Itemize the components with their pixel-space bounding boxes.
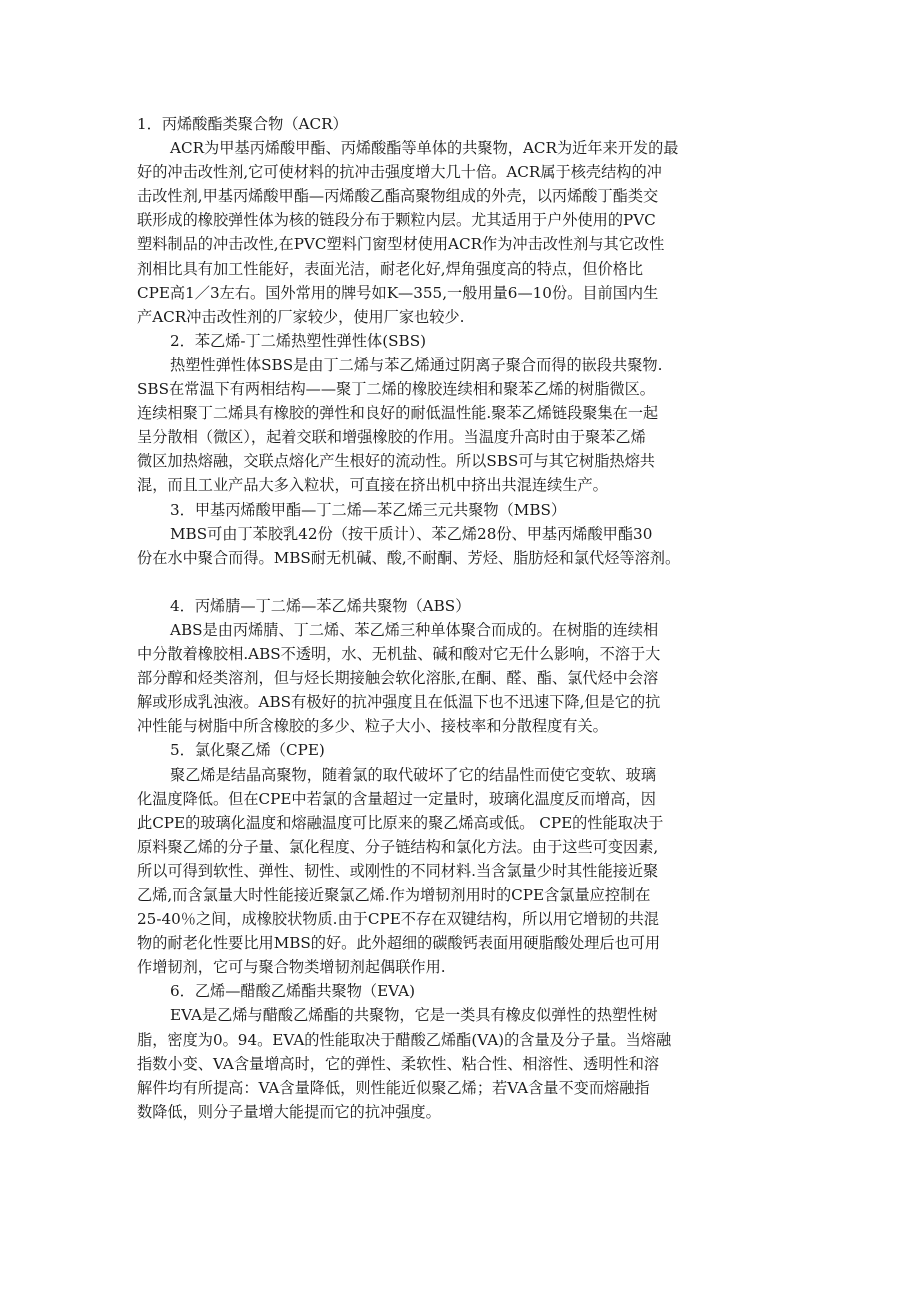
text-line: 塑料制品的冲击改性,在PVC塑料门窗型材使用ACR作为冲击改性剂与其它改性 — [137, 235, 665, 254]
text-line: 份在水中聚合而得。MBS耐无机碱、酸,不耐酮、芳烃、脂肪烃和氯代烃等溶剂。 — [137, 548, 681, 567]
text-line: 数降低，则分子量增大能提而它的抗冲强度。 — [137, 1102, 441, 1121]
text-line: 指数小变、VA含量增高时，它的弹性、柔软性、粘合性、相溶性、透明性和溶 — [137, 1054, 660, 1073]
text-line: 聚乙烯是结晶高聚物，随着氯的取代破坏了它的结晶性而使它变软、玻璃 — [170, 765, 656, 784]
document-body — [137, 112, 787, 1124]
text-line: 微区加热熔融，交联点熔化产生根好的流动性。所以SBS可与其它树脂热熔共 — [137, 452, 655, 471]
text-line: 2．苯乙烯-丁二烯热塑性弹性体(SBS) — [170, 331, 427, 350]
blank-line — [137, 570, 787, 594]
text-line: 6．乙烯—醋酸乙烯酯共聚物（EVA) — [170, 982, 416, 1001]
text-line: 物的耐老化性要比用MBS的好。此外超细的碳酸钙表面用硬脂酸处理后也可用 — [137, 934, 661, 953]
text-line: 中分散着橡胶相.ABS不透明，水、无机盐、碱和酸对它无什么影响，不溶于大 — [137, 645, 661, 664]
text-line: 此CPE的玻璃化温度和熔融温度可比原来的聚乙烯高或低。 CPE的性能取决于 — [137, 813, 664, 832]
text-line: 所以可得到软性、弹性、韧性、或刚性的不同材料.当含氯量少时其性能接近聚 — [137, 861, 659, 880]
text-line: 4．丙烯腈—丁二烯—苯乙烯共聚物（ABS） — [170, 596, 471, 615]
text-line: 热塑性弹性体SBS是由丁二烯与苯乙烯通过阴离子聚合而得的嵌段共聚物. — [170, 355, 663, 374]
text-line: 1．丙烯酸酯类聚合物（ACR） — [137, 115, 348, 133]
text-line: 原料聚乙烯的分子量、氯化程度、分子链结构和氯化方法。由于这些可变因素, — [137, 837, 659, 856]
text-line: 联形成的橡胶弹性体为核的链段分布于颗粒内层。尤其适用于户外使用的PVC — [137, 211, 656, 230]
text-line: 连续相聚丁二烯具有橡胶的弹性和良好的耐低温性能.聚苯乙烯链段聚集在一起 — [137, 404, 659, 423]
text-line: 混，而且工业产品大多入粒状，可直接在挤出机中挤出共混连续生产。 — [137, 476, 608, 495]
text-line: 作增韧剂，它可与聚合物类增韧剂起偶联作用. — [137, 958, 446, 977]
text-line: 击改性剂,甲基丙烯酸甲酯—丙烯酸乙酯高聚物组成的外壳，以丙烯酸丁酯类交 — [137, 187, 659, 206]
text-line: ABS是由丙烯腈、丁二烯、苯乙烯三种单体聚合而成的。在树脂的连续相 — [170, 620, 659, 639]
text-line: 解件均有所提高：VA含量降低，则性能近似聚乙烯；若VA含量不变而熔融指 — [137, 1078, 650, 1097]
text-line: EVA是乙烯与醋酸乙烯酯的共聚物，它是一类具有橡皮似弹性的热塑性树 — [170, 1006, 658, 1025]
text-line: 呈分散相（微区），起着交联和增强橡胶的作用。当温度升高时由于聚苯乙烯 — [137, 428, 646, 447]
text-line: 解或形成乳浊液。ABS有极好的抗冲强度且在低温下也不迅速下降,但是它的抗 — [137, 693, 661, 712]
text-line: ACR为甲基丙烯酸甲酯、丙烯酸酯等单体的共聚物，ACR为近年来开发的最 — [170, 139, 679, 158]
text-line: 乙烯,而含氯量大时性能接近聚氯乙烯.作为增韧剂用时的CPE含氯量应控制在 — [137, 886, 651, 904]
text-line: 剂相比具有加工性能好，表面光洁，耐老化好,焊角强度高的特点，但价格比 — [137, 259, 644, 278]
text-line: CPE高1／3左右。国外常用的牌号如K—355,一般用量6—10份。目前国内生 — [137, 283, 659, 302]
text-line: 冲性能与树脂中所含橡胶的多少、粒子大小、接枝率和分散程度有关。 — [137, 717, 608, 736]
text-line: 脂，密度为0。94。EVA的性能取决于醋酸乙烯酯(VA)的含量及分子量。当熔融 — [137, 1030, 672, 1049]
text-line: MBS可由丁苯胶乳42份（按干质计）、苯乙烯28份、甲基丙烯酸甲酯30 — [170, 524, 653, 543]
text-line: 部分醇和烃类溶剂，但与烃长期接触会软化溶胀,在酮、醛、酯、氯代烃中会溶 — [137, 669, 659, 688]
text-line: 25-40％之间，成橡胶状物质.由于CPE不存在双键结构，所以用它增韧的共混 — [137, 910, 659, 929]
text-line: 好的冲击改性剂,它可使材料的抗冲击强度增大几十倍。ACR属于核壳结构的冲 — [137, 163, 662, 182]
text-line: 5．氯化聚乙烯（CPE) — [170, 741, 325, 760]
text-line: SBS在常温下有两相结构——聚丁二烯的橡胶连续相和聚苯乙烯的树脂微区。 — [137, 380, 655, 399]
text-line: 3．甲基丙烯酸甲酯—丁二烯—苯乙烯三元共聚物（MBS） — [170, 500, 567, 519]
text-line: 化温度降低。但在CPE中若氯的含量超过一定量时，玻璃化温度反而增高，因 — [137, 789, 656, 808]
text-line: 产ACR冲击改性剂的厂家较少，使用厂家也较少. — [137, 307, 465, 326]
